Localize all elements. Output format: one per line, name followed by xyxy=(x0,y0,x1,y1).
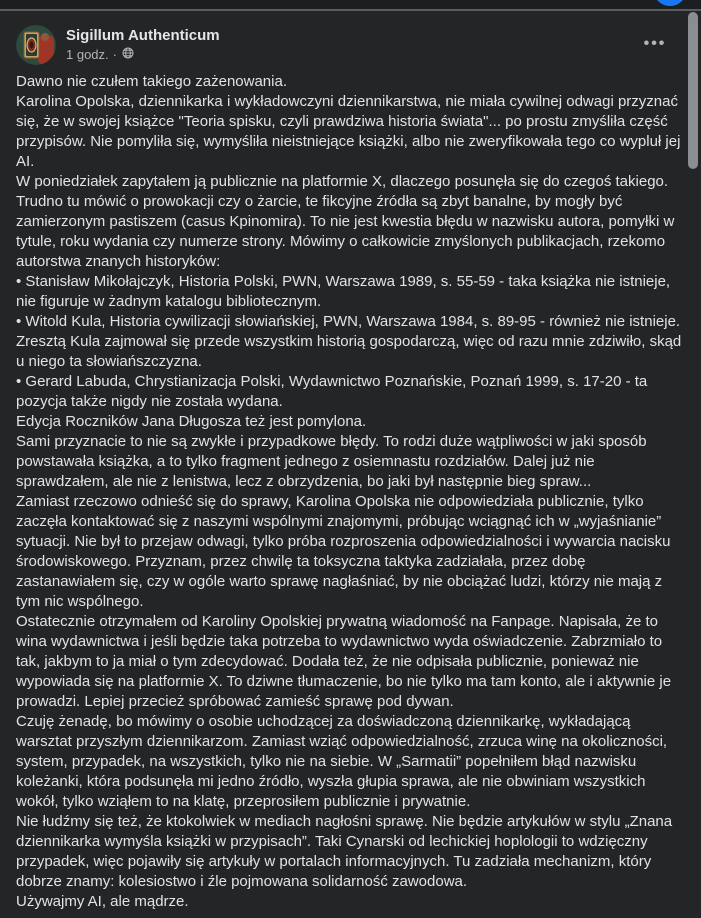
post-paragraph: Nie łudźmy się też, że ktokolwiek w mediach nagłośni sprawę. Nie będzie artykułów w stylu „Znana dziennikarka wymyśla książki w przypisach”. Taki Cynarski od lechickiej hoplologii to wdzięczny przypadek, więc pojawiły się artykuły w portalach informacyjnych. Tu zadziała mechanizm, który dobrze znamy: kolesiostwo i źle pojmowana solidarność zawodowa. xyxy=(16,813,673,890)
post-paragraph-bullet: • Stanisław Mikołajczyk, Historia Polski, PWN, Warszawa 1989, s. 55-59 - taka książka nie istnieje, nie figuruje w żadnym katalogu bibliotecznym. xyxy=(16,273,671,310)
author-block xyxy=(66,26,220,63)
avatar[interactable] xyxy=(16,25,56,65)
page-top-divider xyxy=(0,0,701,11)
post-paragraph: Używajmy AI, ale mądrze. xyxy=(16,893,189,910)
globe-public-icon xyxy=(122,47,134,63)
post-timestamp[interactable]: 1 godz. xyxy=(66,47,109,62)
post-paragraph-bullet: • Witold Kula, Historia cywilizacji słowiańskiej, PWN, Warszawa 1984, s. 89-95 - również nie istnieje. Zresztą Kula zajmował się przede wszystkim historią gospodarczą, więc od razu mnie zdziwiło, skąd u niego ta słowiańszczyzna. xyxy=(16,313,682,370)
post-meta[interactable] xyxy=(66,47,220,63)
post-paragraph: W poniedziałek zapytałem ją publicznie na platformie X, dlaczego posunęła się do czegoś takiego. Trudno tu mówić o prowokacji czy o żarcie, te fikcyjne źródła są zbyt banalne, by mogły być zamierzonym pastiszem (casus Kpinomira). To nie jest kwestia błędu w nazwisku autora, pomyłki w tytule, roku wydania czy numerze strony. Mówimy o całkowicie zmyślonych publikacjach, rzekomo autorstwa znanych historyków: xyxy=(16,173,675,270)
post-paragraph: Zamiast rzeczowo odnieść się do sprawy, Karolina Opolska nie odpowiedziała publicznie, tylko zaczęła kontaktować się z naszymi wspólnymi znajomymi, próbując wciągnąć ich w „wyjaśnianie” sytuacji. Nie był to przejaw odwagi, tylko próba rozproszenia odpowiedzialności i wywarcia nacisku środowiskowego. Przyznam, przez chwilę ta toksyczna taktyka zadziałała, przez dobę zastanawiałem się, czy w ogóle warto sprawę nagłaśniać, by nie obciążać ludzi, którzy nie mają z tym nic wspólnego. xyxy=(16,493,671,610)
meta-separator: · xyxy=(112,47,117,62)
more-options-button[interactable] xyxy=(639,28,671,60)
post-paragraph: Czuję żenadę, bo mówimy o osobie uchodzącej za doświadczoną dziennikarkę, wykładającą warsztat przyszłym dziennikarzom. Zamiast wziąć odpowiedzialność, zrzuca winę na okoliczności, system, przypadek, na wszystkich, tylko nie na siebie. W „Sarmatii” popełniłem błąd nazwisku koleżanki, która podsunęła mi jedno źródło, wyszła głupia sprawa, ale nie obwiniam wszystkich wokół, tylko wziąłem to na klatę, przeprosiłem publicznie i prywatnie. xyxy=(16,713,668,810)
page-profile-picture-icon xyxy=(16,25,56,65)
post-paragraph-bullet: • Gerard Labuda, Chrystianizacja Polski, Wydawnictwo Poznańskie, Poznań 1999, s. 17-20 - ta pozycja także nigdy nie została wydana. xyxy=(16,373,648,410)
post-paragraph: Dawno nie czułem takiego zażenowania. xyxy=(16,73,287,90)
post-paragraph: Ostatecznie otrzymałem od Karoliny Opolskiej prywatną wiadomość na Fanpage. Napisała, że to wina wydawnictwa i jeśli będzie taka potrzeba to wydawnictwo wyda oświadczenie. Zabrzmiało to tak, jakbym to ja miał o tym zdecydować. Dodała też, że nie odpisała publicznie, ponieważ nie wypowiada się na platformie X. To dziwne tłumaczenie, bo nie tylko ma tam konto, ale i aktywnie je prowadzi. Lepiej przecież spróbować zamieść sprawę pod dywan. xyxy=(16,613,672,710)
post-header xyxy=(16,25,671,67)
scrollbar-thumb[interactable] xyxy=(688,12,698,169)
author-name[interactable]: Sigillum Authenticum xyxy=(66,27,220,44)
post-paragraph: Sami przyznacie to nie są zwykłe i przypadkowe błędy. To rodzi duże wątpliwości w jaki sposób powstawała książka, a to tylko fragment jednego z osiemnastu rozdziałów. Dalej już nie sprawdzałem, ale nie z lenistwa, lecz z obrzydzenia, bo jaki był następnie bieg spraw... xyxy=(16,433,647,490)
post-paragraph: Edycja Roczników Jana Długosza też jest pomylona. xyxy=(16,413,367,430)
post-body xyxy=(16,72,685,912)
three-dots-icon: ••• xyxy=(643,35,667,52)
post-paragraph: Karolina Opolska, dziennikarka i wykładowczyni dziennikarstwa, nie miała cywilnej odwagi przyznać się, że w swojej książce "Teoria spisku, czyli prawdziwa historia świata"... po prostu zmyśliła część przypisów. Nie pomyliła się, wymyśliła nieistniejące książki, albo nie zweryfikowała tego co wypluł jej AI. xyxy=(16,93,681,170)
